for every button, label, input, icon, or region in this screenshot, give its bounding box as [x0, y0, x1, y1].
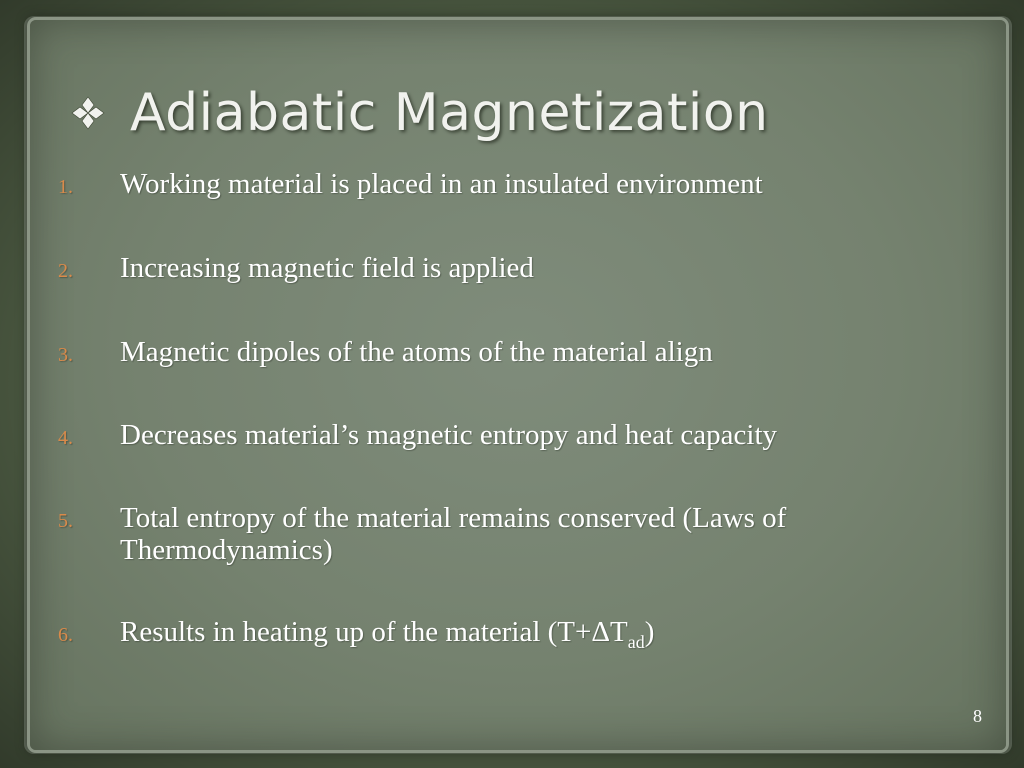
- list-item-text: Decreases material’s magnetic entropy and heat capacity: [120, 419, 778, 451]
- list-item-text: Total entropy of the material remains conserved (Laws of Thermodynamics): [120, 502, 787, 566]
- list-item: [58, 616, 978, 652]
- list-item: [58, 252, 978, 284]
- list-item-text-main: Results in heating up of the material (T+ΔT: [120, 616, 628, 648]
- list-item-number: 6.: [58, 624, 73, 646]
- list-item-text: Working material is placed in an insulated environment: [120, 168, 763, 200]
- slide-title: [68, 78, 769, 148]
- list-item: [58, 336, 978, 368]
- list-item: [58, 419, 978, 451]
- list-item-text: Magnetic dipoles of the atoms of the material align: [120, 336, 713, 368]
- list-item-text-end: ): [644, 616, 655, 648]
- list-item-text: Increasing magnetic field is applied: [120, 252, 534, 284]
- list-item: [58, 502, 978, 566]
- list-item-number: 3.: [58, 344, 73, 366]
- list-item-number: 4.: [58, 427, 73, 449]
- list-item-text: [120, 616, 655, 652]
- list-item-number: 1.: [58, 176, 73, 198]
- slide-title-text: Adiabatic Magnetization: [130, 83, 769, 143]
- numbered-list: [58, 168, 978, 652]
- four-diamond-bullet-icon: [68, 93, 108, 133]
- list-item-number: 2.: [58, 260, 73, 282]
- list-item: [58, 168, 978, 200]
- page-number: 8: [973, 706, 982, 726]
- subscript-text: ad: [627, 631, 645, 652]
- list-item-number: 5.: [58, 510, 73, 532]
